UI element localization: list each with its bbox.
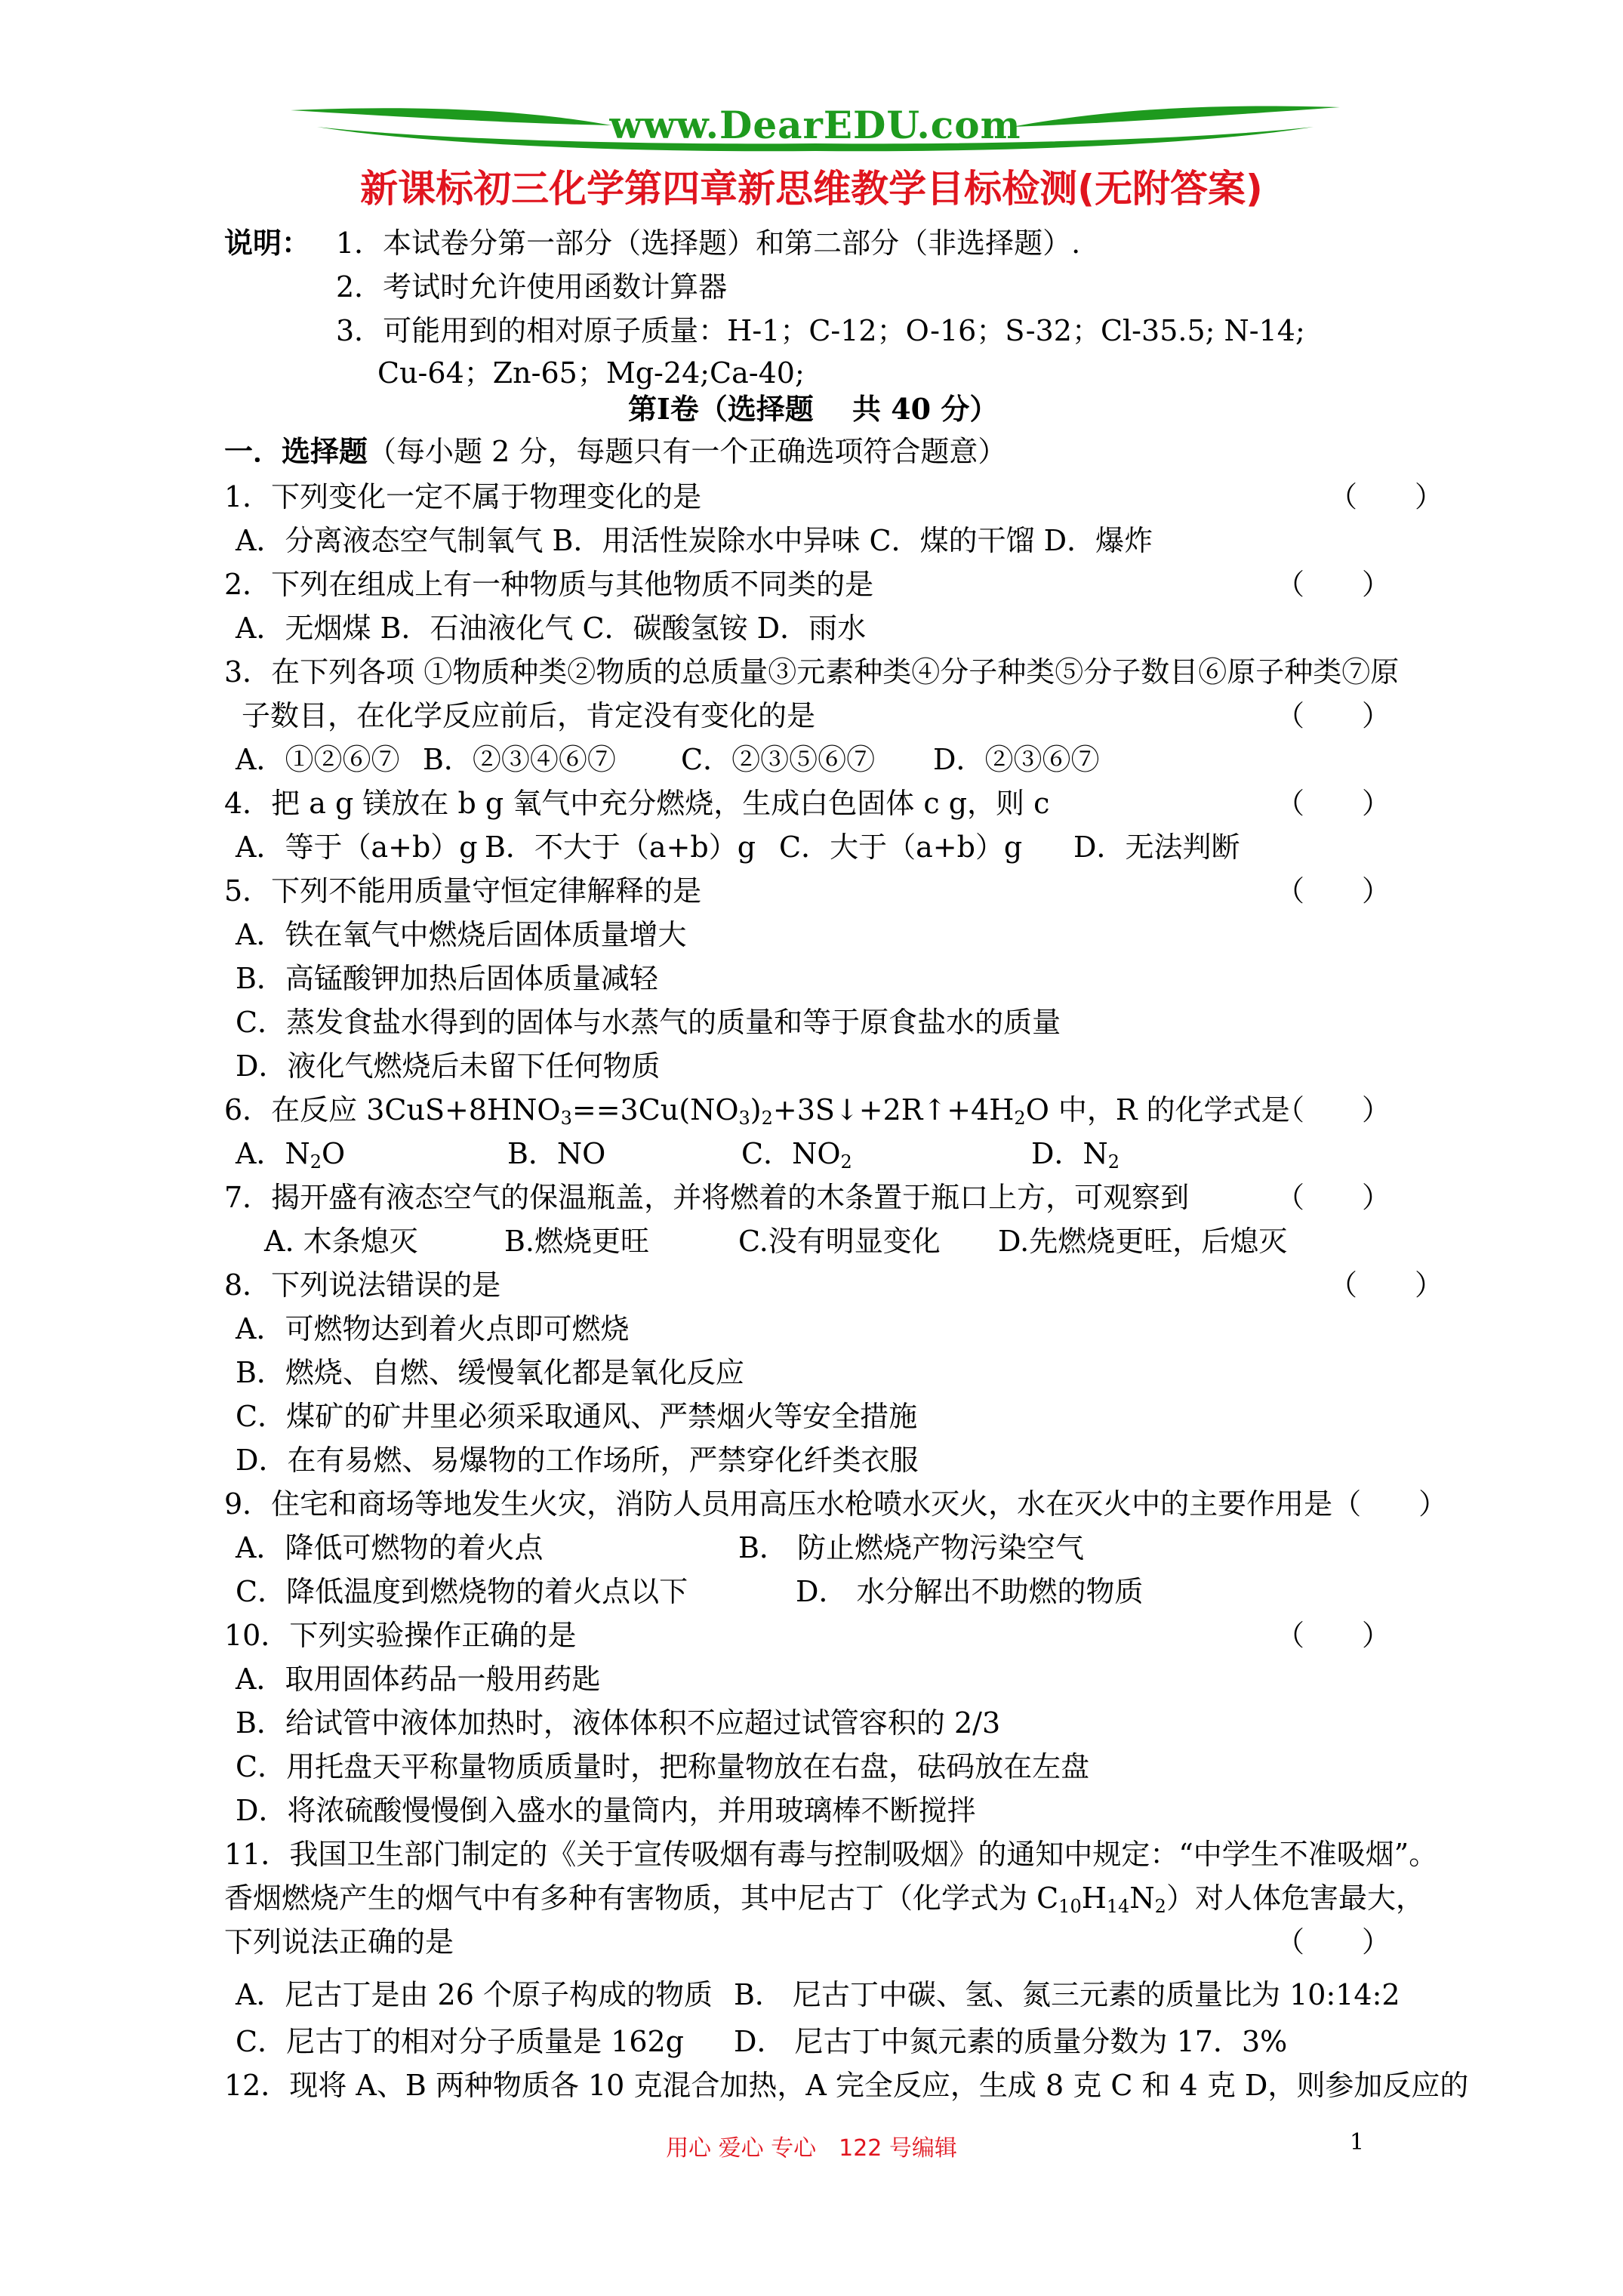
answer-blank: （ ） bbox=[1276, 1925, 1391, 1959]
question-4-option-b: B．不大于（a+b）g bbox=[485, 831, 756, 864]
answer-blank: （ ） bbox=[1276, 874, 1391, 908]
part-label: 一．选择题 bbox=[224, 434, 368, 468]
question-8-option-b: B．燃烧、自燃、缓慢氧化都是氧化反应 bbox=[236, 1356, 744, 1389]
question-3-option-c: C．②③⑤⑥⑦ bbox=[681, 743, 876, 776]
note-3: 3．可能用到的相对原子质量：H-1；C-12；O-16；S-32；Cl-35.5; N-14; bbox=[336, 314, 1305, 347]
question-10-option-b: B．给试管中液体加热时，液体体积不应超过试管容积的 2/3 bbox=[236, 1706, 1001, 1740]
answer-blank: （ ） bbox=[1276, 1181, 1391, 1214]
question-3-option-a: A．①②⑥⑦ bbox=[236, 743, 400, 776]
question-10-option-d: D．将浓硫酸慢慢倒入盛水的量筒内，并用玻璃棒不断搅拌 bbox=[236, 1794, 976, 1827]
question-7: 7．揭开盛有液态空气的保温瓶盖，并将燃着的木条置于瓶口上方，可观察到 bbox=[224, 1181, 1190, 1214]
question-4-option-c: C．大于（a+b）g bbox=[779, 831, 1023, 864]
page-number: 1 bbox=[1350, 2129, 1365, 2156]
question-5-option-d: D．液化气燃烧后未留下任何物质 bbox=[236, 1049, 661, 1083]
question-4-option-d: D．无法判断 bbox=[1073, 831, 1240, 864]
question-8-option-a: A．可燃物达到着火点即可燃烧 bbox=[236, 1312, 630, 1345]
question-2-options: A．无烟煤 B．石油液化气 C．碳酸氢铵 D．雨水 bbox=[236, 612, 867, 645]
question-11-option-d: D． 尼古丁中氮元素的质量分数为 17．3% bbox=[734, 2025, 1288, 2058]
footer-text: 用心 爱心 专心 122 号编辑 bbox=[666, 2135, 957, 2162]
question-2: 2．下列在组成上有一种物质与其他物质不同类的是 bbox=[224, 568, 874, 601]
question-11-prompt: 下列说法正确的是 bbox=[224, 1925, 454, 1959]
answer-blank: （ ） bbox=[1276, 1093, 1391, 1126]
answer-blank: （ ） bbox=[1276, 787, 1391, 820]
question-11-option-b: B． 尼古丁中碳、氢、氮三元素的质量比为 10:14:2 bbox=[734, 1978, 1400, 2011]
question-3-option-d: D．②③⑥⑦ bbox=[933, 743, 1100, 776]
question-9-option-d: D． 水分解出不助燃的物质 bbox=[796, 1575, 1144, 1608]
answer-blank: （ ） bbox=[1276, 568, 1391, 601]
question-9: 9．住宅和商场等地发生火灾，消防人员用高压水枪喷水灭火，水在灭火中的主要作用是（ ） bbox=[224, 1487, 1448, 1521]
question-10: 10．下列实验操作正确的是 bbox=[224, 1619, 577, 1652]
header-banner bbox=[287, 97, 1344, 157]
question-6-option-d: D．$N_2$ bbox=[1031, 1137, 1119, 1173]
answer-blank: （ ） bbox=[1276, 699, 1391, 732]
question-11: 11．我国卫生部门制定的《关于宣传吸烟有毒与控制吸烟》的通知中规定：“中学生不准吸烟”。 bbox=[224, 1838, 1438, 1871]
page-title: 新课标初三化学第四章新思维教学目标检测(无附答案) bbox=[360, 167, 1263, 211]
question-7-option-c: C.没有明显变化 bbox=[738, 1225, 941, 1258]
question-3-option-b: B．②③④⑥⑦ bbox=[423, 743, 616, 776]
answer-blank: （ ） bbox=[1329, 1268, 1444, 1302]
question-6-option-c: C．$NO_2$ bbox=[741, 1137, 852, 1173]
question-8: 8．下列说法错误的是 bbox=[224, 1268, 501, 1302]
answer-blank: （ ） bbox=[1276, 1619, 1391, 1652]
question-10-option-c: C．用托盘天平称量物质质量时，把称量物放在右盘，砝码放在左盘 bbox=[236, 1750, 1090, 1783]
site-url: www.DearEDU.com bbox=[609, 103, 1021, 147]
part-note: （每小题 2 分，每题只有一个正确选项符合题意） bbox=[368, 435, 1007, 468]
question-5-option-a: A．铁在氧气中燃烧后固体质量增大 bbox=[236, 918, 687, 951]
question-11-option-a: A．尼古丁是由 26 个原子构成的物质 bbox=[236, 1978, 713, 2011]
question-11-option-c: C．尼古丁的相对分子质量是 162g bbox=[236, 2025, 685, 2058]
question-7-option-b: B.燃烧更旺 bbox=[504, 1225, 650, 1258]
section-heading: 第Ⅰ卷（选择题 共 40 分） bbox=[628, 392, 999, 426]
question-5-option-b: B．高锰酸钾加热后固体质量减轻 bbox=[236, 962, 658, 995]
question-3-continued: 子数目，在化学反应前后，肯定没有变化的是 bbox=[242, 699, 816, 732]
note-1: 1．本试卷分第一部分（选择题）和第二部分（非选择题）. bbox=[336, 227, 1081, 260]
question-8-option-d: D．在有易燃、易爆物的工作场所，严禁穿化纤类衣服 bbox=[236, 1444, 919, 1477]
note-3-continued: Cu-64；Zn-65；Mg-24;Ca-40; bbox=[377, 356, 805, 390]
question-6-option-a: A．$N_2O$ bbox=[236, 1137, 346, 1173]
question-5-option-c: C．蒸发食盐水得到的固体与水蒸气的质量和等于原食盐水的质量 bbox=[236, 1006, 1061, 1039]
answer-blank: （ ） bbox=[1329, 480, 1444, 513]
question-6-option-b: B．NO bbox=[507, 1137, 606, 1170]
question-1: 1．下列变化一定不属于物理变化的是 bbox=[224, 480, 702, 513]
question-5: 5．下列不能用质量守恒定律解释的是 bbox=[224, 874, 702, 908]
question-6: 6．在反应 $3CuS+8HNO_3==3Cu(NO_3)_2+3S↓+2R↑+4H_2O$ 中，R 的化学式是 bbox=[224, 1093, 1290, 1129]
notes-label: 说明： bbox=[224, 226, 311, 260]
question-8-option-c: C．煤矿的矿井里必须采取通风、严禁烟火等安全措施 bbox=[236, 1400, 918, 1433]
note-2: 2．考试时允许使用函数计算器 bbox=[336, 270, 728, 304]
question-9-option-a: A．降低可燃物的着火点 bbox=[236, 1531, 544, 1564]
question-4: 4．把 a g 镁放在 b g 氧气中充分燃烧，生成白色固体 c g，则 c bbox=[224, 787, 1050, 820]
question-10-option-a: A．取用固体药品一般用药匙 bbox=[236, 1663, 601, 1696]
question-7-option-a: A. 木条熄灭 bbox=[264, 1225, 418, 1258]
question-1-options: A．分离液态空气制氧气 B．用活性炭除水中异味 C．煤的干馏 D．爆炸 bbox=[236, 524, 1153, 557]
question-9-option-c: C．降低温度到燃烧物的着火点以下 bbox=[236, 1575, 688, 1608]
question-3: 3．在下列各项 ①物质种类②物质的总质量③元素种类④分子种类⑤分子数目⑥原子种类⑦原 bbox=[224, 655, 1400, 689]
question-4-option-a: A．等于（a+b）g bbox=[236, 831, 478, 864]
question-11-continued: 香烟燃烧产生的烟气中有多种有害物质，其中尼古丁（化学式为 $C_{10}H_{14}N_2$）对人体危害最大， bbox=[224, 1881, 1424, 1917]
question-12: 12．现将 A、B 两种物质各 10 克混合加热，A 完全反应，生成 8 克 C 和 4 克 D，则参加反应的 bbox=[224, 2069, 1469, 2102]
question-7-option-d: D.先燃烧更旺，后熄灭 bbox=[998, 1225, 1288, 1258]
question-9-option-b: B． 防止燃烧产物污染空气 bbox=[738, 1531, 1085, 1564]
